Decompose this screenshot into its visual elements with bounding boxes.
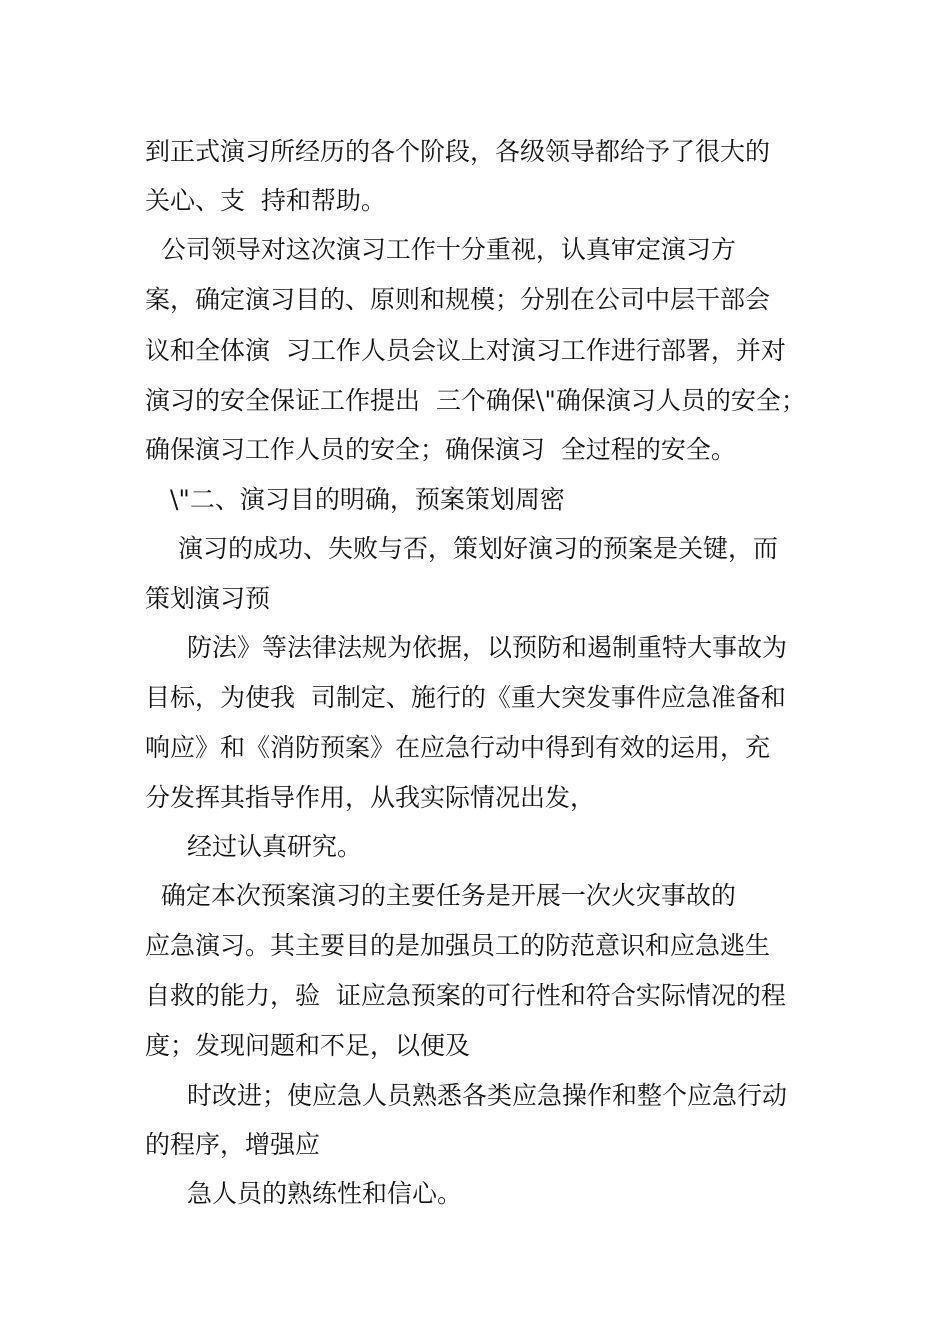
text-line-3: 公司领导对这次演习工作十分重视，认真审定演习方 [145,235,736,264]
section-heading: \"二、演习目的明确，预案策划周密 [170,485,565,514]
text-line-6: 演习的安全保证工作提出 三个确保\"确保演习人员的安全； [145,386,806,415]
text-line-22: 急人员的熟练性和信心。 [187,1179,463,1208]
text-line-15: 经过认真研究。 [187,832,363,861]
text-line-7: 确保演习工作人员的安全；确保演习 全过程的安全。 [145,435,736,464]
text-line-12: 目标，为使我 司制定、施行的《重大突发事件应急准备和 [145,683,786,712]
text-line-19: 度；发现问题和不足，以便及 [145,1031,471,1060]
text-line-5: 议和全体演 习工作人员会议上对演习工作进行部署，并对 [145,336,786,365]
text-line-4: 案，确定演习目的、原则和规模；分别在公司中层干部会 [145,285,771,314]
text-line-9: 演习的成功、失败与否，策划好演习的预案是关键，而 [170,534,778,563]
text-line-2: 关心、支 持和帮助。 [145,186,386,215]
text-line-14: 分发挥其指导作用，从我实际情况出发， [145,783,596,812]
text-line-21: 的程序，增强应 [145,1130,321,1159]
text-line-1: 到正式演习所经历的各个阶段，各级领导都给予了很大的 [145,137,771,166]
text-line-11: 防法》等法律法规为依据，以预防和遏制重特大事故为 [187,633,788,662]
text-line-17: 应急演习。其主要目的是加强员工的防范意识和应急逃生 [145,931,771,960]
text-line-16: 确定本次预案演习的主要任务是开展一次火灾事故的 [145,881,736,910]
text-line-13: 响应》和《消防预案》在应急行动中得到有效的运用，充 [145,733,771,762]
text-line-18: 自救的能力，验 证应急预案的可行性和符合实际情况的程 [145,981,786,1010]
text-line-20: 时改进；使应急人员熟悉各类应急操作和整个应急行动 [187,1081,788,1110]
text-line-10: 策划演习预 [145,584,271,613]
